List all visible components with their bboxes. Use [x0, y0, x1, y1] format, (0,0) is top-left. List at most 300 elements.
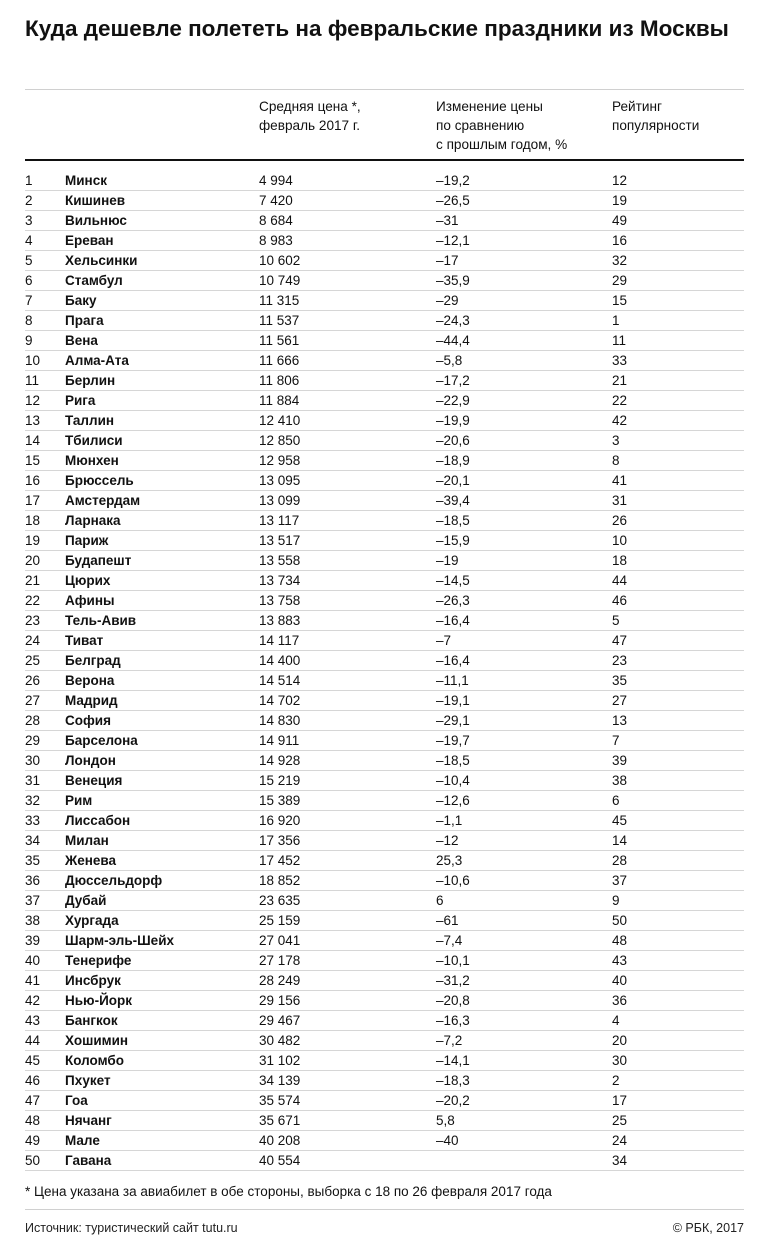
rank-cell: 29 — [25, 733, 41, 748]
change-cell: –22,9 — [436, 393, 470, 408]
change-cell: –18,5 — [436, 753, 470, 768]
change-cell: –18,9 — [436, 453, 470, 468]
table-row — [25, 231, 744, 251]
rank-cell: 50 — [25, 1153, 41, 1168]
rank-cell: 27 — [25, 693, 41, 708]
table-row — [25, 711, 744, 731]
rank-cell: 18 — [25, 513, 41, 528]
header-change — [436, 97, 567, 154]
change-cell: –10,1 — [436, 953, 470, 968]
rank-cell: 38 — [25, 913, 41, 928]
price-cell: 31 102 — [259, 1053, 301, 1068]
rank-cell: 1 — [25, 173, 33, 188]
city-cell: Лиссабон — [65, 813, 131, 828]
table-row — [25, 871, 744, 891]
rating-cell: 37 — [612, 873, 628, 888]
table-row — [25, 951, 744, 971]
rating-cell: 14 — [612, 833, 628, 848]
rating-cell: 6 — [612, 793, 620, 808]
city-cell: Милан — [65, 833, 109, 848]
table-row — [25, 451, 744, 471]
table-row — [25, 991, 744, 1011]
rank-cell: 39 — [25, 933, 41, 948]
price-cell: 13 517 — [259, 533, 301, 548]
rating-cell: 3 — [612, 433, 620, 448]
table-row — [25, 291, 744, 311]
change-cell: 6 — [436, 893, 444, 908]
rating-cell: 24 — [612, 1133, 628, 1148]
rank-cell: 5 — [25, 253, 33, 268]
rank-cell: 3 — [25, 213, 33, 228]
change-cell: –10,4 — [436, 773, 470, 788]
city-cell: Прага — [65, 313, 104, 328]
city-cell: Стамбул — [65, 273, 123, 288]
price-cell: 13 099 — [259, 493, 301, 508]
table-row — [25, 851, 744, 871]
city-cell: Цюрих — [65, 573, 111, 588]
table-row — [25, 411, 744, 431]
bottom-divider — [25, 1209, 744, 1210]
rank-cell: 37 — [25, 893, 41, 908]
header-divider — [25, 159, 744, 161]
rank-cell: 20 — [25, 553, 41, 568]
city-cell: Шарм-эль-Шейх — [65, 933, 174, 948]
table-row — [25, 471, 744, 491]
rank-cell: 4 — [25, 233, 33, 248]
header-change-line: по сравнению — [436, 118, 525, 133]
table-row — [25, 891, 744, 911]
price-cell: 16 920 — [259, 813, 301, 828]
price-cell: 40 208 — [259, 1133, 301, 1148]
change-cell: –14,5 — [436, 573, 470, 588]
city-cell: Бангкок — [65, 1013, 118, 1028]
table-row — [25, 791, 744, 811]
top-divider — [25, 89, 744, 90]
rank-cell: 26 — [25, 673, 41, 688]
rank-cell: 49 — [25, 1133, 41, 1148]
header-rating-line: популярности — [612, 118, 700, 133]
price-cell: 8 684 — [259, 213, 293, 228]
city-cell: Вена — [65, 333, 98, 348]
change-cell: –20,1 — [436, 473, 470, 488]
price-cell: 11 806 — [259, 373, 300, 388]
rating-cell: 12 — [612, 173, 628, 188]
header-price-line: Средняя цена *, — [259, 99, 361, 114]
rank-cell: 48 — [25, 1113, 41, 1128]
rating-cell: 8 — [612, 453, 620, 468]
change-cell: –12 — [436, 833, 459, 848]
rating-cell: 9 — [612, 893, 620, 908]
rank-cell: 11 — [25, 373, 40, 388]
table-body — [25, 171, 744, 1171]
rating-cell: 34 — [612, 1153, 628, 1168]
rating-cell: 25 — [612, 1113, 628, 1128]
table-row — [25, 251, 744, 271]
price-cell: 11 537 — [259, 313, 300, 328]
rank-cell: 22 — [25, 593, 41, 608]
rating-cell: 21 — [612, 373, 628, 388]
price-cell: 11 315 — [259, 293, 300, 308]
table-row — [25, 731, 744, 751]
price-cell: 13 117 — [259, 513, 300, 528]
price-cell: 11 561 — [259, 333, 300, 348]
rank-cell: 19 — [25, 533, 41, 548]
price-cell: 15 219 — [259, 773, 301, 788]
table-row — [25, 1131, 744, 1151]
price-cell: 27 041 — [259, 933, 301, 948]
rank-cell: 13 — [25, 413, 41, 428]
city-cell: Берлин — [65, 373, 116, 388]
city-cell: Алма-Ата — [65, 353, 129, 368]
city-cell: Брюссель — [65, 473, 134, 488]
city-cell: Лондон — [65, 753, 116, 768]
table-row — [25, 671, 744, 691]
rating-cell: 38 — [612, 773, 628, 788]
change-cell: –35,9 — [436, 273, 470, 288]
table-row — [25, 831, 744, 851]
change-cell: –26,5 — [436, 193, 470, 208]
price-cell: 34 139 — [259, 1073, 301, 1088]
table-row — [25, 651, 744, 671]
rating-cell: 40 — [612, 973, 628, 988]
city-cell: Тенерифе — [65, 953, 132, 968]
rating-cell: 13 — [612, 713, 628, 728]
table-row — [25, 971, 744, 991]
change-cell: –40 — [436, 1133, 459, 1148]
city-cell: Афины — [65, 593, 115, 608]
price-cell: 12 410 — [259, 413, 301, 428]
change-cell: –61 — [436, 913, 459, 928]
rating-cell: 27 — [612, 693, 628, 708]
city-cell: Тиват — [65, 633, 104, 648]
table-row — [25, 691, 744, 711]
rank-cell: 17 — [25, 493, 41, 508]
table-row — [25, 1051, 744, 1071]
table-row — [25, 511, 744, 531]
city-cell: Таллин — [65, 413, 115, 428]
rank-cell: 15 — [25, 453, 41, 468]
rank-cell: 31 — [25, 773, 41, 788]
header-change-line: с прошлым годом, % — [436, 137, 568, 152]
change-cell: –16,3 — [436, 1013, 470, 1028]
price-cell: 29 156 — [259, 993, 301, 1008]
rank-cell: 24 — [25, 633, 41, 648]
table-row — [25, 531, 744, 551]
price-cell: 27 178 — [259, 953, 301, 968]
change-cell: –20,6 — [436, 433, 470, 448]
rank-cell: 23 — [25, 613, 41, 628]
rank-cell: 8 — [25, 313, 33, 328]
change-cell: –19,2 — [436, 173, 470, 188]
price-cell: 14 702 — [259, 693, 301, 708]
rating-cell: 18 — [612, 553, 628, 568]
rating-cell: 49 — [612, 213, 628, 228]
rating-cell: 32 — [612, 253, 628, 268]
table-row — [25, 351, 744, 371]
change-cell: –19,1 — [436, 693, 470, 708]
change-cell: –19,9 — [436, 413, 470, 428]
city-cell: Дубай — [65, 893, 107, 908]
table-row — [25, 911, 744, 931]
rank-cell: 32 — [25, 793, 41, 808]
rating-cell: 16 — [612, 233, 628, 248]
city-cell: Рига — [65, 393, 96, 408]
change-cell: –10,6 — [436, 873, 470, 888]
header-price-line: февраль 2017 г. — [259, 118, 360, 133]
city-cell: София — [65, 713, 111, 728]
rank-cell: 25 — [25, 653, 41, 668]
footnote: * Цена указана за авиабилет в обе стороны, выборка с 18 по 26 февраля 2017 года — [25, 1184, 552, 1199]
rating-cell: 5 — [612, 613, 620, 628]
city-cell: Верона — [65, 673, 115, 688]
city-cell: Нячанг — [65, 1113, 112, 1128]
change-cell: –31,2 — [436, 973, 470, 988]
change-cell: –11,1 — [436, 673, 469, 688]
city-cell: Ларнака — [65, 513, 121, 528]
rating-cell: 30 — [612, 1053, 628, 1068]
change-cell: –29,1 — [436, 713, 470, 728]
price-cell: 17 452 — [259, 853, 301, 868]
change-cell: –16,4 — [436, 613, 470, 628]
change-cell: –12,6 — [436, 793, 470, 808]
rating-cell: 28 — [612, 853, 628, 868]
rating-cell: 31 — [612, 493, 628, 508]
price-cell: 28 249 — [259, 973, 301, 988]
city-cell: Амстердам — [65, 493, 141, 508]
city-cell: Хельсинки — [65, 253, 138, 268]
rating-cell: 42 — [612, 413, 628, 428]
table-row — [25, 311, 744, 331]
city-cell: Рим — [65, 793, 93, 808]
rank-cell: 2 — [25, 193, 33, 208]
rating-cell: 23 — [612, 653, 628, 668]
city-cell: Дюссельдорф — [65, 873, 163, 888]
city-cell: Гоа — [65, 1093, 88, 1108]
price-cell: 25 159 — [259, 913, 301, 928]
rank-cell: 16 — [25, 473, 41, 488]
price-cell: 40 554 — [259, 1153, 301, 1168]
city-cell: Инсбрук — [65, 973, 121, 988]
rank-cell: 30 — [25, 753, 41, 768]
change-cell: –31 — [436, 213, 459, 228]
change-cell: –5,8 — [436, 353, 463, 368]
price-cell: 18 852 — [259, 873, 301, 888]
rating-cell: 19 — [612, 193, 628, 208]
table-row — [25, 1031, 744, 1051]
rank-cell: 9 — [25, 333, 33, 348]
change-cell: –7,4 — [436, 933, 463, 948]
rating-cell: 7 — [612, 733, 620, 748]
city-cell: Мале — [65, 1133, 100, 1148]
change-cell: 5,8 — [436, 1113, 455, 1128]
city-cell: Тбилиси — [65, 433, 123, 448]
change-cell: –7 — [436, 633, 452, 648]
table-row — [25, 391, 744, 411]
table-row — [25, 1071, 744, 1091]
city-cell: Ереван — [65, 233, 114, 248]
change-cell: –15,9 — [436, 533, 470, 548]
change-cell: –20,8 — [436, 993, 470, 1008]
change-cell: 25,3 — [436, 853, 463, 868]
table-row — [25, 931, 744, 951]
change-cell: –19 — [436, 553, 459, 568]
rank-cell: 41 — [25, 973, 41, 988]
city-cell: Венеция — [65, 773, 123, 788]
price-cell: 12 958 — [259, 453, 301, 468]
price-cell: 17 356 — [259, 833, 301, 848]
change-cell: –18,5 — [436, 513, 470, 528]
price-cell: 13 758 — [259, 593, 301, 608]
price-cell: 15 389 — [259, 793, 301, 808]
change-cell: –7,2 — [436, 1033, 463, 1048]
change-cell: –18,3 — [436, 1073, 470, 1088]
city-cell: Коломбо — [65, 1053, 125, 1068]
table-row — [25, 551, 744, 571]
page-title: Куда дешевле полететь на февральские праздники из Москвы — [25, 16, 729, 41]
rank-cell: 14 — [25, 433, 41, 448]
table-row — [25, 211, 744, 231]
source-credit: Источник: туристический сайт tutu.ru — [25, 1221, 238, 1235]
city-cell: Минск — [65, 173, 107, 188]
price-cell: 13 883 — [259, 613, 301, 628]
table-row — [25, 171, 744, 191]
city-cell: Кишинев — [65, 193, 126, 208]
price-cell: 14 117 — [259, 633, 300, 648]
city-cell: Мюнхен — [65, 453, 119, 468]
rating-cell: 35 — [612, 673, 628, 688]
table-row — [25, 571, 744, 591]
header-price — [259, 97, 361, 135]
rating-cell: 11 — [612, 333, 627, 348]
city-cell: Хургада — [65, 913, 119, 928]
table-row — [25, 811, 744, 831]
rating-cell: 33 — [612, 353, 628, 368]
copyright: © РБК, 2017 — [672, 1221, 744, 1235]
price-cell: 13 734 — [259, 573, 301, 588]
city-cell: Женева — [65, 853, 117, 868]
price-cell: 30 482 — [259, 1033, 301, 1048]
header-change-line: Изменение цены — [436, 99, 543, 114]
city-cell: Мадрид — [65, 693, 118, 708]
rank-cell: 6 — [25, 273, 33, 288]
table-row — [25, 771, 744, 791]
rating-cell: 1 — [612, 313, 620, 328]
price-cell: 8 983 — [259, 233, 293, 248]
city-cell: Хошимин — [65, 1033, 129, 1048]
price-cell: 29 467 — [259, 1013, 301, 1028]
rank-cell: 43 — [25, 1013, 41, 1028]
change-cell: –20,2 — [436, 1093, 470, 1108]
change-cell: –29 — [436, 293, 459, 308]
table-row — [25, 1111, 744, 1131]
rating-cell: 29 — [612, 273, 628, 288]
city-cell: Тель-Авив — [65, 613, 137, 628]
price-cell: 13 558 — [259, 553, 301, 568]
rank-cell: 33 — [25, 813, 41, 828]
table-row — [25, 1011, 744, 1031]
rating-cell: 43 — [612, 953, 628, 968]
change-cell: –17,2 — [436, 373, 470, 388]
change-cell: –19,7 — [436, 733, 470, 748]
price-cell: 14 928 — [259, 753, 301, 768]
table-row — [25, 371, 744, 391]
rank-cell: 10 — [25, 353, 41, 368]
city-cell: Париж — [65, 533, 109, 548]
rating-cell: 46 — [612, 593, 628, 608]
rating-cell: 17 — [612, 1093, 628, 1108]
city-cell: Пхукет — [65, 1073, 111, 1088]
price-cell: 10 602 — [259, 253, 301, 268]
price-cell: 4 994 — [259, 173, 293, 188]
table-row — [25, 191, 744, 211]
header-rating — [612, 97, 699, 135]
change-cell: –24,3 — [436, 313, 470, 328]
rank-cell: 12 — [25, 393, 41, 408]
change-cell: –26,3 — [436, 593, 470, 608]
rating-cell: 44 — [612, 573, 628, 588]
change-cell: –17 — [436, 253, 459, 268]
rating-cell: 41 — [612, 473, 628, 488]
change-cell: –39,4 — [436, 493, 470, 508]
city-cell: Вильнюс — [65, 213, 127, 228]
city-cell: Белград — [65, 653, 121, 668]
header-rating-line: Рейтинг — [612, 99, 662, 114]
rating-cell: 47 — [612, 633, 628, 648]
table-row — [25, 591, 744, 611]
rank-cell: 34 — [25, 833, 41, 848]
change-cell: –12,1 — [436, 233, 470, 248]
rating-cell: 15 — [612, 293, 628, 308]
table-row — [25, 1091, 744, 1111]
change-cell: –44,4 — [436, 333, 470, 348]
rank-cell: 35 — [25, 853, 41, 868]
price-cell: 13 095 — [259, 473, 301, 488]
price-cell: 35 574 — [259, 1093, 301, 1108]
rank-cell: 45 — [25, 1053, 41, 1068]
table-row — [25, 431, 744, 451]
rating-cell: 36 — [612, 993, 628, 1008]
change-cell: –14,1 — [436, 1053, 470, 1068]
price-cell: 7 420 — [259, 193, 293, 208]
table-row — [25, 331, 744, 351]
price-cell: 11 884 — [259, 393, 300, 408]
price-cell: 12 850 — [259, 433, 301, 448]
price-cell: 14 911 — [259, 733, 300, 748]
price-cell: 23 635 — [259, 893, 301, 908]
table-row — [25, 1151, 744, 1171]
rating-cell: 20 — [612, 1033, 628, 1048]
rank-cell: 40 — [25, 953, 41, 968]
price-cell: 35 671 — [259, 1113, 301, 1128]
rating-cell: 50 — [612, 913, 628, 928]
table-row — [25, 491, 744, 511]
rank-cell: 21 — [25, 573, 41, 588]
price-cell: 14 830 — [259, 713, 301, 728]
city-cell: Барселона — [65, 733, 138, 748]
table-row — [25, 271, 744, 291]
rank-cell: 7 — [25, 293, 33, 308]
rating-cell: 26 — [612, 513, 628, 528]
rating-cell: 22 — [612, 393, 628, 408]
city-cell: Баку — [65, 293, 97, 308]
rank-cell: 44 — [25, 1033, 41, 1048]
rating-cell: 4 — [612, 1013, 620, 1028]
change-cell: –16,4 — [436, 653, 470, 668]
change-cell: –1,1 — [436, 813, 463, 828]
price-cell: 11 666 — [259, 353, 300, 368]
table-row — [25, 751, 744, 771]
city-cell: Гавана — [65, 1153, 112, 1168]
